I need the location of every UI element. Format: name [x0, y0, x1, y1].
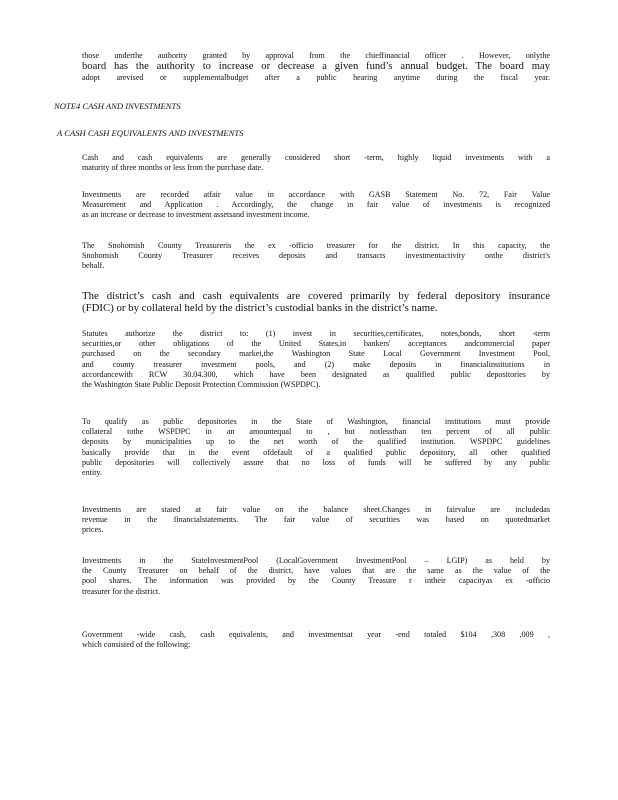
- text-line: Measurement and Application . Accordingly, the change in fair value of investments is recognized: [82, 200, 550, 210]
- text-line: behalf.: [82, 261, 105, 271]
- text-line: public depositories will collectively assure that no loss of funds will be suffered by any public: [82, 457, 550, 467]
- text-line: entity.: [82, 467, 102, 477]
- paragraph-state-investment-pool: [82, 556, 550, 597]
- text-line: the Washington State Public Deposit Protection Commission (WSPDPC).: [82, 379, 321, 389]
- text-line: Investments are stated at fair value on the balance sheet.Changes in fairvalue are includedas: [82, 505, 550, 514]
- text-line: Investments are recorded atfair value in accordance with GASB Statement No. 72, Fair Value: [82, 190, 550, 199]
- paragraph-fair-value-statements: [82, 505, 550, 536]
- text-line: basically provide that in the event ofdefault of a qualified public depository, all other qualified: [82, 447, 550, 457]
- paragraph-investments-fair-value: [82, 190, 550, 221]
- text-line: accordancewith RCW 30.04.300, which have been designated as qualified public depositories by: [82, 369, 550, 379]
- text-line: maturity of three months or less from the purchase date.: [82, 163, 264, 173]
- paragraph-government-wide-total: [82, 630, 550, 650]
- text-line: Snohomish County Treasurer receives deposits and transacts investmentactivity onthe district's: [82, 251, 550, 261]
- text-line: as an increase or decrease to investment assetsand investment income.: [82, 210, 310, 220]
- text-line: To qualify as public depositories in the State of Washington, financial institutions must provide: [82, 417, 550, 426]
- intro-paragraph: [82, 51, 550, 83]
- text-line: Cash and cash equivalents are generally considered short -term, highly liquid investments with a: [82, 153, 550, 162]
- paragraph-county-treasurer: [82, 241, 550, 272]
- text-line: adopt arevised or supplementalbudget after a public hearing anytime during the fiscal year.: [82, 73, 550, 83]
- paragraph-statutes: [82, 329, 550, 390]
- text-line: board has the authority to increase or decrease a given fund’s annual budget. The board may: [82, 61, 550, 73]
- text-line: Government -wide cash, cash equivalents, and investmentsat year -end totaled $104 ,308 ,009 ,: [82, 630, 550, 639]
- text-line: which consisted of the following:: [82, 640, 191, 650]
- paragraph-qualify-depositories: [82, 417, 550, 478]
- section-heading: A CASH CASH EQUIVALENTS AND INVESTMENTS: [57, 128, 244, 138]
- text-line: The Snohomish County Treasureris the ex -officio treasurer for the district. In this capacity, the: [82, 241, 550, 250]
- paragraph-fdic-coverage: [82, 290, 550, 314]
- text-line: and county treasurer investment pools, and (2) make deposits in financialinstitutions in: [82, 359, 550, 369]
- text-line: prices.: [82, 525, 104, 535]
- text-line: those underthe authority granted by approval from the chieffinancial officer . However, onlythe: [82, 51, 550, 60]
- text-line: purchased on the secondary market,the Washington State Local Government Investment Pool,: [82, 349, 550, 359]
- text-line: The district’s cash and cash equivalents are covered primarily by federal depository insurance: [82, 290, 550, 302]
- text-line: Investments in the StateInvestmentPool (LocalGovernment InvestmentPool – LGIP) as held by: [82, 556, 550, 565]
- paragraph-cash-equivalents: [82, 153, 550, 173]
- text-line: revenue in the financialstatements. The fair value of securities was based on quotedmarket: [82, 515, 550, 525]
- text-line: (FDIC) or by collateral held by the district’s custodial banks in the district’s name.: [82, 302, 438, 314]
- note-heading: NOTE4 CASH AND INVESTMENTS: [54, 101, 181, 111]
- text-line: the County Treasurer on behalf of the district, have values that are the same as the value of the: [82, 566, 550, 576]
- text-line: deposits by municipalities up to the net worth of the qualified institution. WSPDPC guidelines: [82, 437, 550, 447]
- text-line: Statutes authorize the district to: (1) invest in securities,certificates, notes,bonds, short -term: [82, 329, 550, 338]
- text-line: pool shares. The information was provided by the County Treasure r intheir capacityas ex -officio: [82, 576, 550, 586]
- text-line: securities,or other obligations of the United States,in bankers' acceptances andcommercial paper: [82, 339, 550, 349]
- text-line: collateral tothe WSPDPC in an amountequal to , but notlessthan ten percent of all public: [82, 427, 550, 437]
- text-line: treasurer for the district.: [82, 586, 161, 596]
